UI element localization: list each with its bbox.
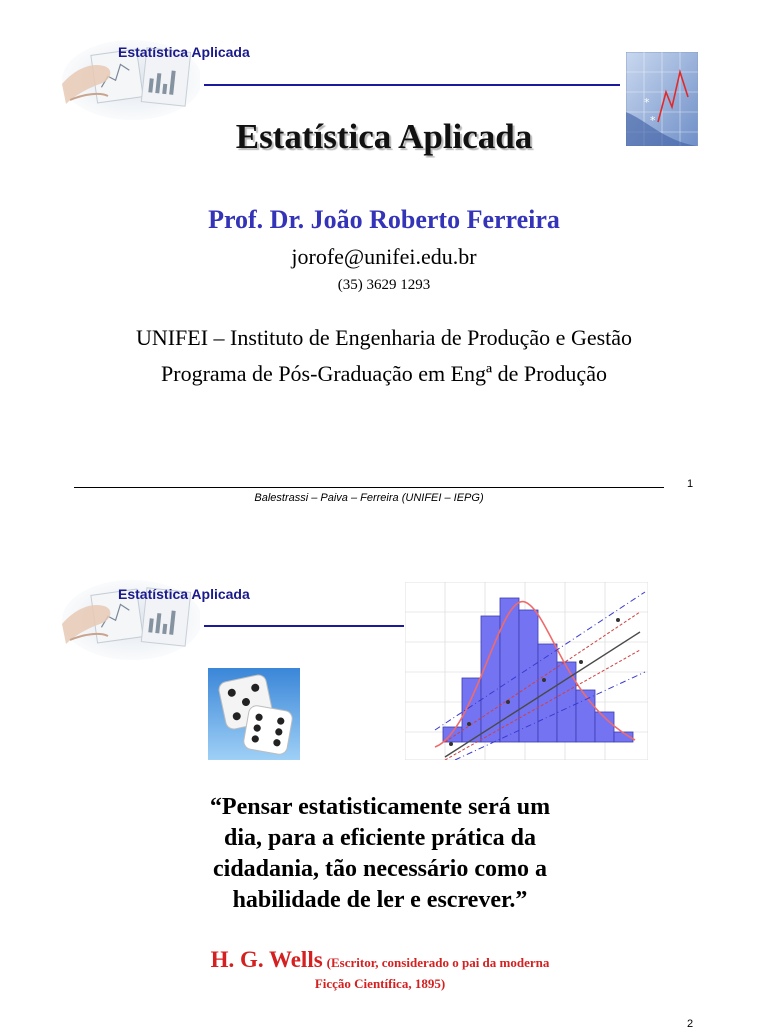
slide-title: Estatística Aplicada <box>235 117 533 156</box>
footer-rule <box>74 487 664 488</box>
institution-line: UNIFEI – Instituto de Engenharia de Produção e Gestão <box>135 325 633 350</box>
svg-text:*: * <box>644 96 650 109</box>
author-note: (Escritor, considerado o pai da moderna <box>326 955 550 970</box>
page-number: 2 <box>687 1018 694 1030</box>
professor-phone: (35) 3629 1293 <box>337 277 431 293</box>
program-line: Programa de Pós-Graduação em Engª de Produção <box>161 361 607 386</box>
author-name: H. G. Wells <box>210 947 323 972</box>
author-credit <box>120 947 640 973</box>
header-label: Estatística Aplicada <box>118 44 250 60</box>
page-number: 1 <box>687 478 694 490</box>
histogram-image <box>405 582 648 760</box>
footer-credits: Balestrassi – Paiva – Ferreira (UNIFEI – IEPG) <box>254 492 484 504</box>
author-note-2: Ficção Científica, 1895) <box>314 976 446 991</box>
quote-line: cidadania, tão necessário como a <box>213 856 547 882</box>
slide-2 <box>0 568 768 1030</box>
professor-email: jorofe@unifei.edu.br <box>291 244 477 269</box>
quote-line: habilidade de ler e escrever.” <box>232 887 528 913</box>
dice-image <box>208 668 300 760</box>
professor-name: Prof. Dr. João Roberto Ferreira <box>208 205 560 234</box>
header-rule <box>204 84 620 86</box>
quote-line: dia, para a eficiente prática da <box>224 825 536 851</box>
svg-text:*: * <box>650 114 656 127</box>
quote-line: “Pensar estatisticamente será um <box>209 794 551 820</box>
quote-text <box>160 792 600 916</box>
header-rule <box>204 625 404 627</box>
header-label: Estatística Aplicada <box>118 586 250 602</box>
